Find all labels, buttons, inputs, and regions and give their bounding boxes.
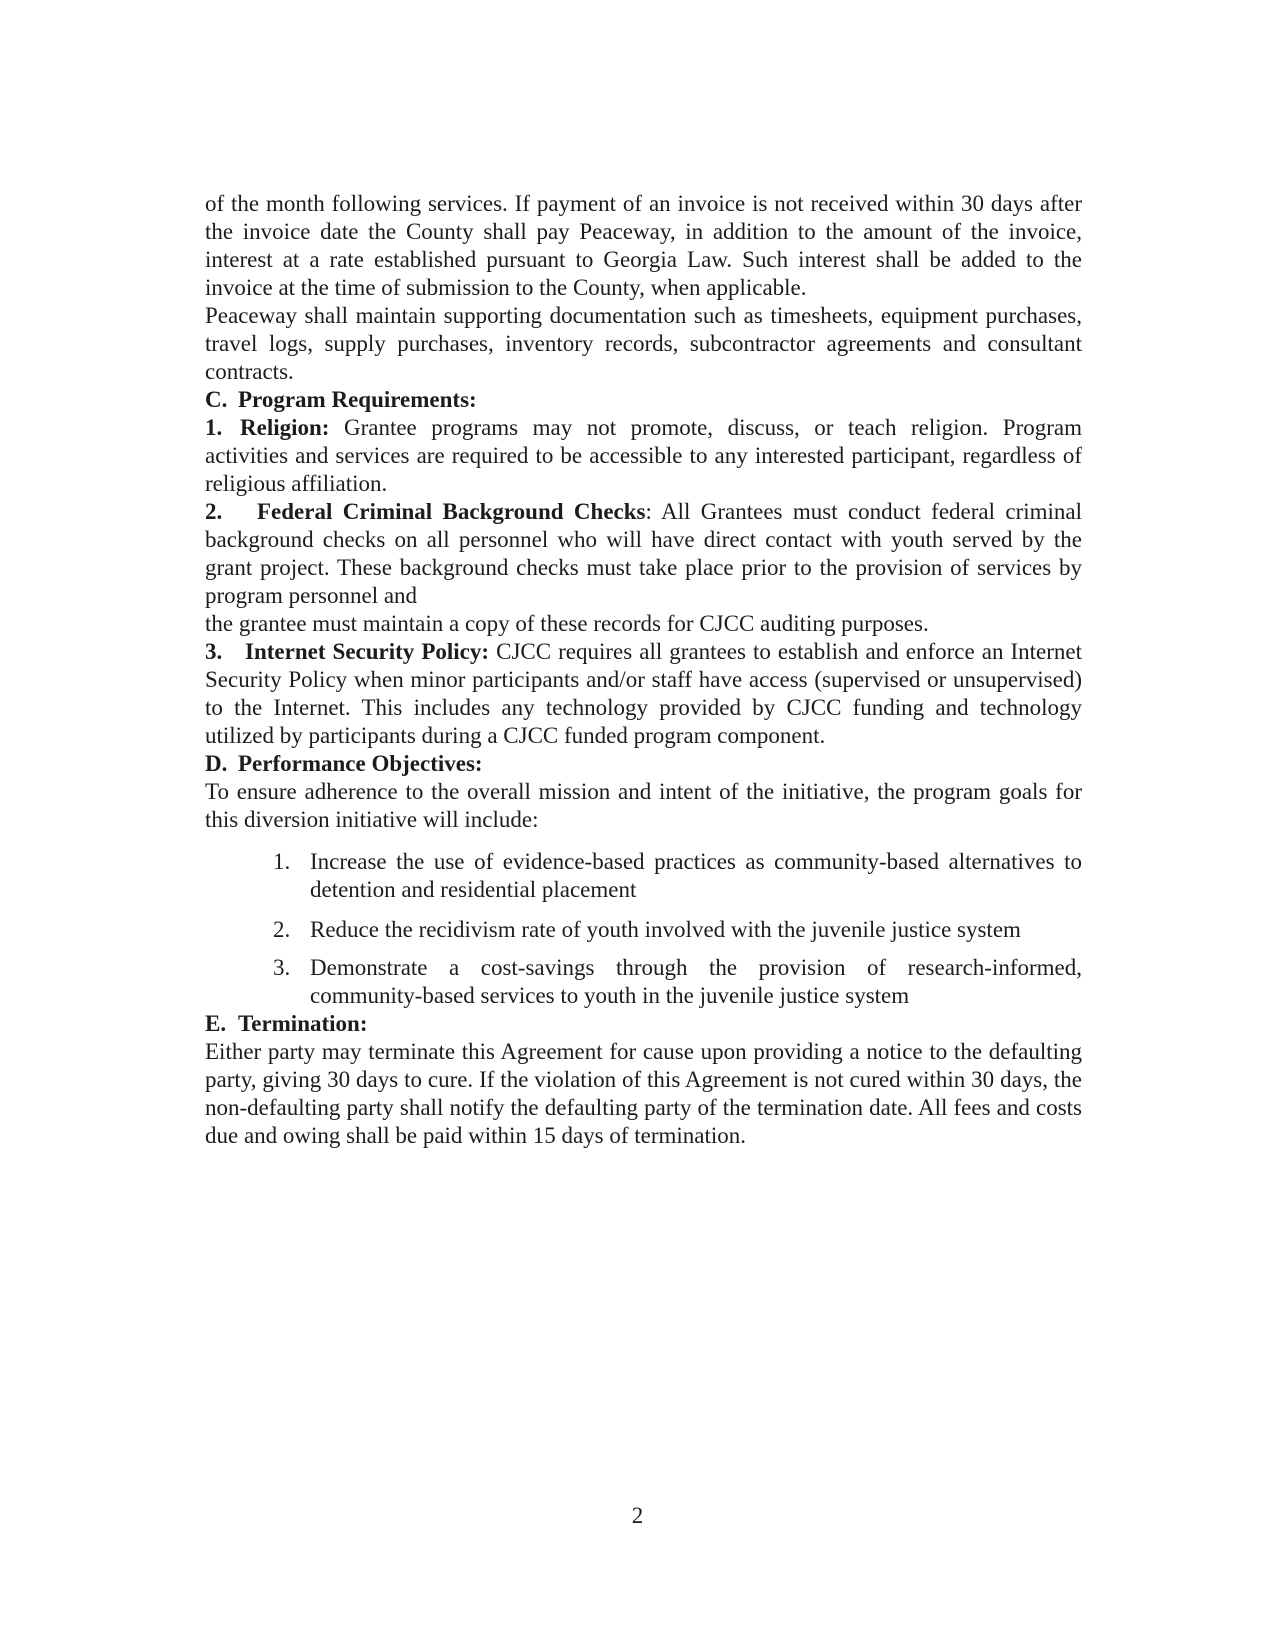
- section-heading-performance-objectives: [205, 750, 1082, 778]
- requirement-religion: [205, 414, 1082, 498]
- requirement-background-checks: [205, 498, 1082, 610]
- goal-item: [273, 954, 1082, 1010]
- paragraph-invoice-terms: of the month following services. If payment of an invoice is not received within 30 days after the invoice date the County shall pay Peaceway, in addition to the amount of the invoice, interest at a rate established pursuant to Georgia Law. Such interest shall be added to the invoice at the time of submission to the County, when applicable.: [205, 191, 1082, 300]
- requirement-text: Grantee programs may not promote, discuss, or teach religion. Program activities and services are required to be accessible to any interested participant, regardless of religious affiliation.: [205, 415, 1082, 496]
- section-letter: C.: [205, 387, 228, 412]
- section-letter: E.: [205, 1011, 227, 1036]
- goal-number: 2.: [273, 917, 291, 942]
- section-title: Termination:: [238, 1011, 368, 1036]
- requirement-title: Religion:: [240, 415, 330, 440]
- section-title: Program Requirements:: [238, 387, 477, 412]
- requirement-title-colon: :: [645, 499, 652, 524]
- requirement-text: All Grantees must conduct federal criminal background checks on all personnel who will have direct contact with youth served by the grant project. These background checks must take place prior to the provision of services by program personnel and: [205, 499, 1083, 608]
- section-title: Performance Objectives:: [238, 751, 483, 776]
- requirement-text: CJCC requires all grantees to establish and enforce an Internet Security Policy when minor participants and/or staff have access (supervised or unsupervised) to the Internet. This includes any technology provided by CJCC funding and technology utilized by participants during a CJCC funded program component.: [205, 639, 1083, 748]
- requirement-number: 3.: [205, 639, 223, 664]
- page-number: 2: [631, 1503, 644, 1528]
- section-heading-termination: [205, 1010, 1082, 1038]
- goal-text: Reduce the recidivism rate of youth involved with the juvenile justice system: [310, 917, 1021, 942]
- paragraph-performance-intro: To ensure adherence to the overall mission and intent of the initiative, the program goals for this diversion initiative will include:: [205, 779, 1082, 832]
- goal-text: Increase the use of evidence-based practices as community-based alternatives to detention and residential placement: [310, 849, 1082, 902]
- requirement-background-checks-continuation: the grantee must maintain a copy of these records for CJCC auditing purposes.: [205, 611, 929, 636]
- requirement-title: Federal Criminal Background Checks: [257, 499, 646, 524]
- requirement-title: Internet Security Policy:: [245, 639, 490, 664]
- goal-number: 3.: [273, 955, 291, 980]
- goal-item: [273, 916, 1082, 944]
- section-heading-program-requirements: [205, 386, 1082, 414]
- goal-text: Demonstrate a cost-savings through the provision of research-informed, community-based services to youth in the juvenile justice system: [310, 955, 1082, 1008]
- requirement-number: 2.: [205, 499, 223, 524]
- goal-item: [273, 848, 1082, 904]
- section-letter: D.: [205, 751, 228, 776]
- requirement-internet-policy: [205, 638, 1082, 750]
- paragraph-supporting-documentation: Peaceway shall maintain supporting documentation such as timesheets, equipment purchases, travel logs, supply purchases, inventory records, subcontractor agreements and consultant contracts.: [205, 303, 1082, 384]
- requirement-number: 1.: [205, 415, 223, 440]
- goal-number: 1.: [273, 849, 291, 874]
- paragraph-termination-terms: Either party may terminate this Agreement for cause upon providing a notice to the defaulting party, giving 30 days to cure. If the violation of this Agreement is not cured within 30 days, the non-defaulting party shall notify the defaulting party of the termination date. All fees and costs due and owing shall be paid within 15 days of termination.: [205, 1039, 1082, 1148]
